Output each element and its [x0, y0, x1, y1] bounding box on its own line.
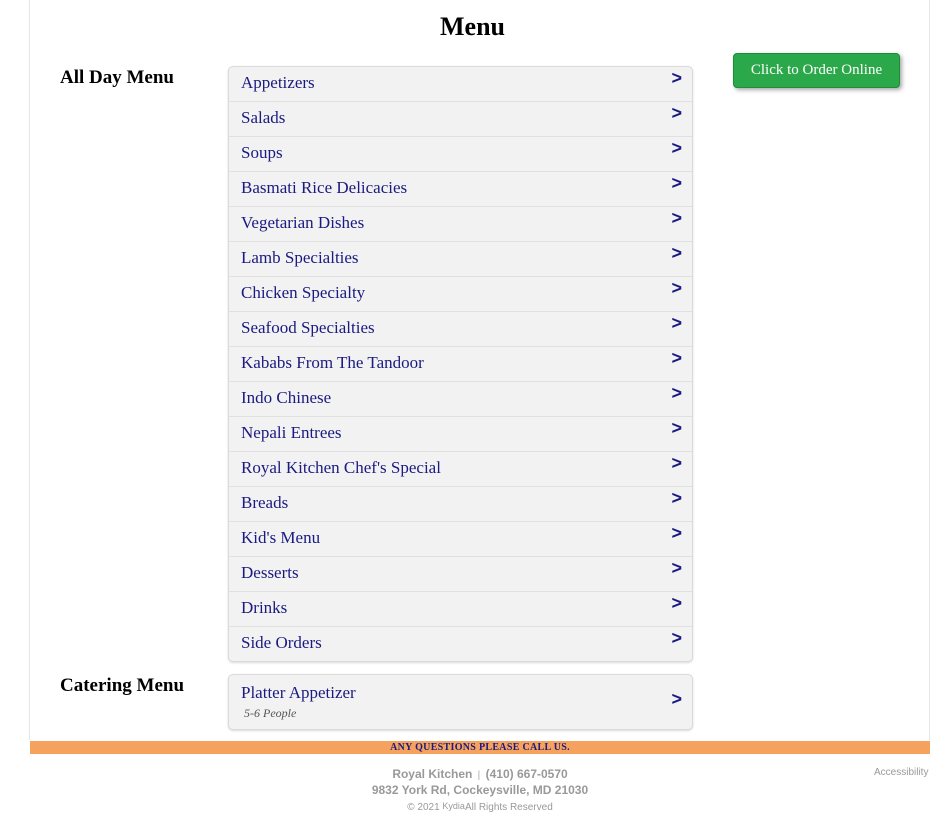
menu-item-label: Indo Chinese: [241, 388, 332, 407]
address: 9832 York Rd, Cockeysville, MD 21030: [371, 783, 589, 797]
restaurant-name: Royal Kitchen: [392, 767, 473, 781]
menu-item[interactable]: [229, 417, 692, 452]
footer-separator: |: [477, 770, 481, 781]
menu-item[interactable]: [229, 102, 692, 137]
catering-menu-list: [228, 674, 693, 730]
menu-item[interactable]: [229, 67, 692, 102]
kydia-link[interactable]: Kydia: [442, 801, 465, 811]
menu-item-label: Kid's Menu: [241, 528, 321, 547]
catering-item[interactable]: [229, 675, 692, 729]
menu-item-label: Lamb Specialties: [241, 248, 359, 267]
catering-item-serving: 5-6 People: [244, 706, 297, 720]
all-day-menu-list: [228, 66, 693, 662]
chevron-right-icon: >: [671, 348, 682, 368]
menu-item-label: Nepali Entrees: [241, 423, 342, 442]
menu-item[interactable]: [229, 172, 692, 207]
accessibility-link[interactable]: Accessibility: [874, 767, 929, 778]
menu-item[interactable]: [229, 347, 692, 382]
menu-item-label: Salads: [241, 108, 286, 127]
chevron-right-icon: >: [671, 418, 682, 438]
chevron-right-icon: >: [671, 278, 682, 298]
page-title: Menu: [440, 12, 505, 41]
chevron-right-icon: >: [671, 453, 682, 473]
menu-item[interactable]: [229, 137, 692, 172]
menu-item[interactable]: [229, 382, 692, 417]
chevron-right-icon: >: [671, 689, 682, 709]
chevron-right-icon: >: [671, 628, 682, 648]
menu-item-label: Seafood Specialties: [241, 318, 375, 337]
chevron-right-icon: >: [671, 488, 682, 508]
menu-item-label: Soups: [241, 143, 283, 162]
menu-item-label: Desserts: [241, 563, 299, 582]
menu-item[interactable]: [229, 522, 692, 557]
chevron-right-icon: >: [671, 103, 682, 123]
chevron-right-icon: >: [671, 138, 682, 158]
chevron-right-icon: >: [671, 383, 682, 403]
order-online-button[interactable]: Click to Order Online: [733, 53, 900, 88]
chevron-right-icon: >: [671, 208, 682, 228]
rights-reserved: All Rights Reserved: [464, 802, 553, 813]
menu-item-label: Vegetarian Dishes: [241, 213, 365, 232]
phone-link[interactable]: (410) 667-0570: [485, 767, 568, 781]
menu-item[interactable]: [229, 557, 692, 592]
menu-item[interactable]: [229, 277, 692, 312]
menu-item[interactable]: [229, 592, 692, 627]
chevron-right-icon: >: [671, 593, 682, 613]
chevron-right-icon: >: [671, 313, 682, 333]
call-us-banner: ANY QUESTIONS PLEASE CALL US.: [30, 741, 930, 754]
chevron-right-icon: >: [671, 68, 682, 88]
menu-item-label: Kababs From The Tandoor: [241, 353, 424, 372]
chevron-right-icon: >: [671, 523, 682, 543]
footer: [0, 767, 945, 816]
menu-item[interactable]: [229, 312, 692, 347]
catering-item-label: Platter Appetizer: [241, 683, 356, 702]
catering-menu-heading: Catering Menu: [60, 675, 185, 696]
chevron-right-icon: >: [671, 558, 682, 578]
menu-item[interactable]: [229, 627, 692, 661]
menu-item-label: Side Orders: [241, 633, 322, 652]
copyright: © 2021: [407, 802, 440, 813]
menu-item[interactable]: [229, 242, 692, 277]
menu-item[interactable]: [229, 452, 692, 487]
menu-item-label: Chicken Specialty: [241, 283, 366, 302]
menu-item-label: Appetizers: [241, 73, 315, 92]
menu-item-label: Drinks: [241, 598, 288, 617]
chevron-right-icon: >: [671, 173, 682, 193]
menu-item-label: Breads: [241, 493, 289, 512]
menu-item-label: Royal Kitchen Chef's Special: [241, 458, 441, 477]
menu-item[interactable]: [229, 207, 692, 242]
menu-item[interactable]: [229, 487, 692, 522]
chevron-right-icon: >: [671, 243, 682, 263]
menu-item-label: Basmati Rice Delicacies: [241, 178, 408, 197]
all-day-menu-heading: All Day Menu: [60, 67, 174, 88]
